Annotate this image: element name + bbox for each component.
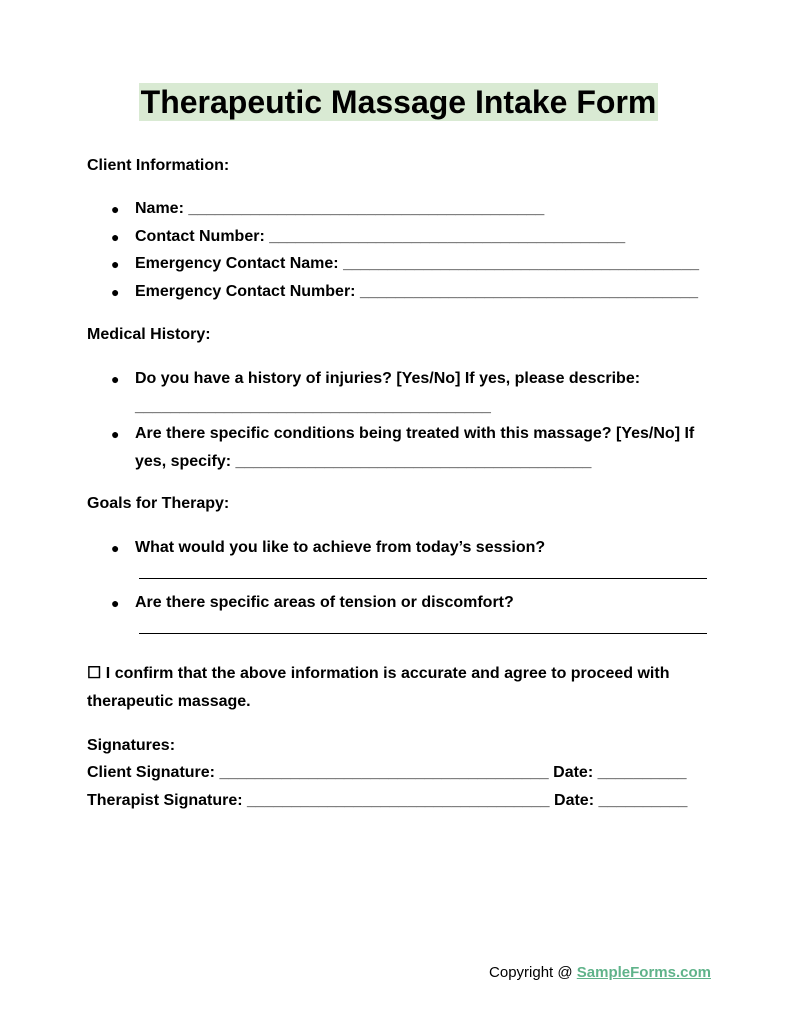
list-item [111, 278, 731, 306]
list-item [111, 534, 711, 562]
session-goal-answer-line[interactable] [139, 578, 707, 579]
client-info-heading: Client Information: [87, 157, 230, 174]
conditions-question[interactable]: Are there specific conditions being treated with this massage? [Yes/No] If yes, specify: ________________________________________ [135, 425, 695, 470]
medical-history-heading: Medical History: [87, 326, 211, 343]
bullet-icon: ● [111, 201, 120, 217]
list-item [111, 250, 731, 278]
footer-copyright [489, 962, 711, 984]
confirm-checkbox[interactable]: ☐ [87, 665, 102, 682]
confirm-text: I confirm that the above information is accurate and agree to proceed with therapeutic massage. [87, 665, 670, 710]
therapist-signature-field[interactable]: Therapist Signature: __________________________________ Date: __________ [87, 792, 688, 809]
tension-areas-answer-line[interactable] [139, 633, 707, 634]
goals-heading: Goals for Therapy: [87, 495, 230, 512]
confirmation-statement [87, 660, 702, 716]
tension-areas-question: Are there specific areas of tension or discomfort? [135, 594, 514, 611]
emergency-contact-number-field[interactable]: Emergency Contact Number: ______________________________________ [135, 283, 699, 300]
list-item [111, 420, 711, 476]
list-item [111, 195, 711, 223]
client-signature-field[interactable]: Client Signature: _____________________________________ Date: __________ [87, 764, 687, 781]
list-item [111, 365, 671, 421]
contact-number-field[interactable]: Contact Number: ________________________________________ [135, 228, 626, 245]
bullet-icon: ● [111, 229, 120, 245]
injury-history-question[interactable]: Do you have a history of injuries? [Yes/No] If yes, please describe: ________________________________________ [135, 370, 641, 415]
bullet-icon: ● [111, 595, 120, 611]
session-goal-question: What would you like to achieve from today’s session? [135, 539, 546, 556]
list-item [111, 223, 711, 251]
bullet-icon: ● [111, 371, 120, 387]
page-title: Therapeutic Massage Intake Form [140, 84, 657, 120]
bullet-icon: ● [111, 540, 120, 556]
bullet-icon: ● [111, 256, 120, 272]
bullet-icon: ● [111, 284, 120, 300]
list-item [111, 589, 711, 617]
signatures-heading: Signatures: [87, 737, 176, 754]
sampleforms-link[interactable]: SampleForms.com [576, 964, 711, 981]
copyright-text: Copyright @ [489, 964, 577, 981]
client-name-field[interactable]: Name: ________________________________________ [135, 200, 545, 217]
title-container [0, 83, 791, 121]
bullet-icon: ● [111, 426, 120, 442]
emergency-contact-name-field[interactable]: Emergency Contact Name: ________________________________________ [135, 255, 699, 272]
